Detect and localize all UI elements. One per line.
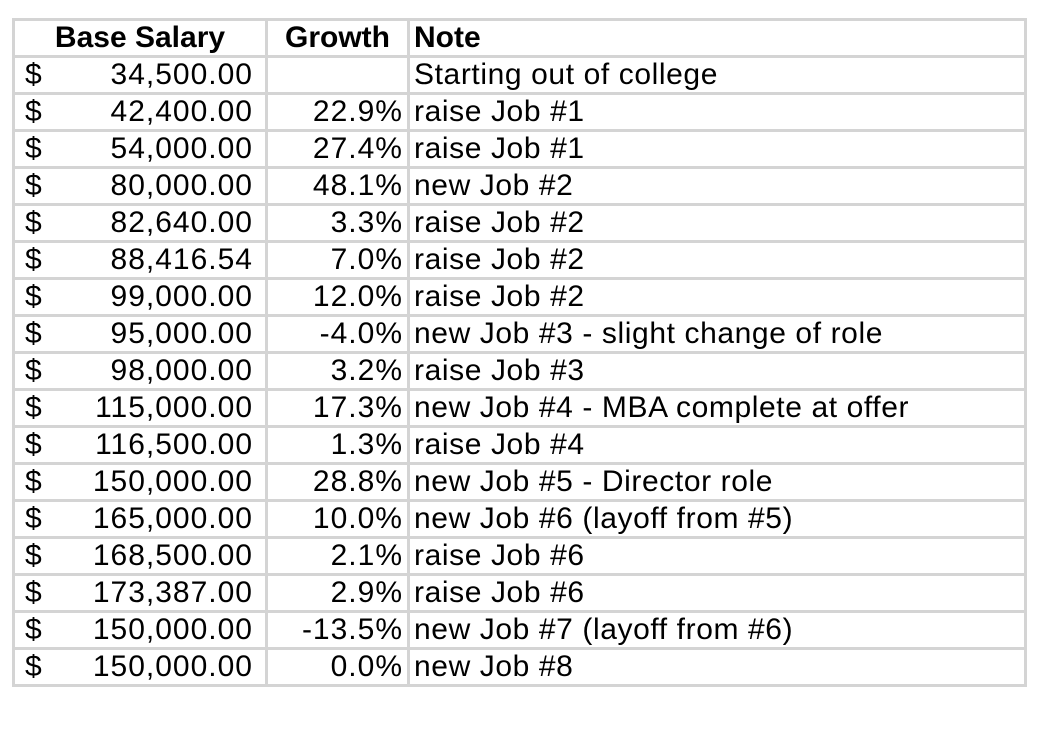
currency-symbol: $ bbox=[25, 613, 42, 646]
currency-symbol: $ bbox=[25, 465, 42, 498]
table-row bbox=[14, 279, 1026, 316]
salary-cell[interactable] bbox=[14, 316, 267, 353]
note-cell[interactable]: raise Job #6 bbox=[409, 538, 1026, 575]
salary-cell[interactable] bbox=[14, 131, 267, 168]
note-cell[interactable]: raise Job #4 bbox=[409, 427, 1026, 464]
salary-amount: 88,416.54 bbox=[110, 243, 253, 276]
table-row bbox=[14, 316, 1026, 353]
salary-cell[interactable] bbox=[14, 168, 267, 205]
salary-amount: 95,000.00 bbox=[110, 317, 253, 350]
note-cell[interactable]: new Job #3 - slight change of role bbox=[409, 316, 1026, 353]
growth-cell[interactable]: 28.8% bbox=[267, 464, 409, 501]
salary-cell[interactable] bbox=[14, 353, 267, 390]
growth-cell[interactable]: 3.3% bbox=[267, 205, 409, 242]
growth-cell[interactable]: 12.0% bbox=[267, 279, 409, 316]
header-row bbox=[14, 20, 1026, 57]
table-row bbox=[14, 427, 1026, 464]
note-cell[interactable]: raise Job #2 bbox=[409, 242, 1026, 279]
salary-cell[interactable] bbox=[14, 649, 267, 686]
currency-symbol: $ bbox=[25, 391, 42, 424]
note-cell[interactable]: new Job #5 - Director role bbox=[409, 464, 1026, 501]
note-cell[interactable]: new Job #7 (layoff from #6) bbox=[409, 612, 1026, 649]
salary-table bbox=[12, 18, 1027, 687]
salary-cell[interactable] bbox=[14, 538, 267, 575]
salary-amount: 165,000.00 bbox=[92, 502, 253, 535]
salary-amount: 42,400.00 bbox=[110, 95, 253, 128]
salary-amount: 54,000.00 bbox=[110, 132, 253, 165]
currency-symbol: $ bbox=[25, 243, 42, 276]
table-row bbox=[14, 501, 1026, 538]
salary-amount: 99,000.00 bbox=[110, 280, 253, 313]
note-cell[interactable]: raise Job #3 bbox=[409, 353, 1026, 390]
header-note[interactable]: Note bbox=[409, 20, 1026, 57]
salary-cell[interactable] bbox=[14, 612, 267, 649]
currency-symbol: $ bbox=[25, 95, 42, 128]
growth-cell[interactable]: 22.9% bbox=[267, 94, 409, 131]
growth-cell[interactable]: 1.3% bbox=[267, 427, 409, 464]
note-cell[interactable]: new Job #2 bbox=[409, 168, 1026, 205]
salary-cell[interactable] bbox=[14, 464, 267, 501]
table-row bbox=[14, 168, 1026, 205]
currency-symbol: $ bbox=[25, 576, 42, 609]
header-growth[interactable]: Growth bbox=[267, 20, 409, 57]
table-row bbox=[14, 612, 1026, 649]
salary-cell[interactable] bbox=[14, 94, 267, 131]
salary-cell[interactable] bbox=[14, 427, 267, 464]
note-cell[interactable]: new Job #8 bbox=[409, 649, 1026, 686]
currency-symbol: $ bbox=[25, 354, 42, 387]
note-cell[interactable]: raise Job #6 bbox=[409, 575, 1026, 612]
salary-amount: 80,000.00 bbox=[110, 169, 253, 202]
salary-cell[interactable] bbox=[14, 390, 267, 427]
table-row bbox=[14, 538, 1026, 575]
header-base-salary[interactable]: Base Salary bbox=[14, 20, 267, 57]
growth-cell[interactable]: 7.0% bbox=[267, 242, 409, 279]
note-cell[interactable]: raise Job #2 bbox=[409, 205, 1026, 242]
salary-amount: 173,387.00 bbox=[92, 576, 253, 609]
salary-amount: 150,000.00 bbox=[92, 650, 253, 683]
note-cell[interactable]: raise Job #1 bbox=[409, 94, 1026, 131]
growth-cell[interactable]: -13.5% bbox=[267, 612, 409, 649]
currency-symbol: $ bbox=[25, 502, 42, 535]
table-row bbox=[14, 353, 1026, 390]
growth-cell[interactable]: 10.0% bbox=[267, 501, 409, 538]
salary-amount: 34,500.00 bbox=[110, 58, 253, 91]
table-row bbox=[14, 57, 1026, 94]
currency-symbol: $ bbox=[25, 206, 42, 239]
note-cell[interactable]: Starting out of college bbox=[409, 57, 1026, 94]
salary-amount: 116,500.00 bbox=[95, 428, 253, 461]
salary-cell[interactable] bbox=[14, 57, 267, 94]
growth-cell[interactable]: 17.3% bbox=[267, 390, 409, 427]
table-row bbox=[14, 205, 1026, 242]
currency-symbol: $ bbox=[25, 650, 42, 683]
table-row bbox=[14, 649, 1026, 686]
currency-symbol: $ bbox=[25, 539, 42, 572]
table-row bbox=[14, 575, 1026, 612]
table-row bbox=[14, 94, 1026, 131]
note-cell[interactable]: new Job #4 - MBA complete at offer bbox=[409, 390, 1026, 427]
currency-symbol: $ bbox=[25, 317, 42, 350]
currency-symbol: $ bbox=[25, 58, 42, 91]
currency-symbol: $ bbox=[25, 132, 42, 165]
salary-amount: 150,000.00 bbox=[92, 465, 253, 498]
salary-amount: 82,640.00 bbox=[110, 206, 253, 239]
salary-cell[interactable] bbox=[14, 205, 267, 242]
salary-amount: 150,000.00 bbox=[92, 613, 253, 646]
salary-cell[interactable] bbox=[14, 279, 267, 316]
growth-cell[interactable] bbox=[267, 57, 409, 94]
growth-cell[interactable]: -4.0% bbox=[267, 316, 409, 353]
growth-cell[interactable]: 2.1% bbox=[267, 538, 409, 575]
table-row bbox=[14, 464, 1026, 501]
table-row bbox=[14, 242, 1026, 279]
growth-cell[interactable]: 0.0% bbox=[267, 649, 409, 686]
salary-cell[interactable] bbox=[14, 501, 267, 538]
note-cell[interactable]: raise Job #2 bbox=[409, 279, 1026, 316]
currency-symbol: $ bbox=[25, 428, 42, 461]
table-row bbox=[14, 131, 1026, 168]
note-cell[interactable]: raise Job #1 bbox=[409, 131, 1026, 168]
growth-cell[interactable]: 48.1% bbox=[267, 168, 409, 205]
salary-cell[interactable] bbox=[14, 242, 267, 279]
salary-amount: 115,000.00 bbox=[95, 391, 253, 424]
growth-cell[interactable]: 2.9% bbox=[267, 575, 409, 612]
table-row bbox=[14, 390, 1026, 427]
currency-symbol: $ bbox=[25, 169, 42, 202]
salary-amount: 98,000.00 bbox=[110, 354, 253, 387]
salary-amount: 168,500.00 bbox=[92, 539, 253, 572]
currency-symbol: $ bbox=[25, 280, 42, 313]
salary-cell[interactable] bbox=[14, 575, 267, 612]
growth-cell[interactable]: 27.4% bbox=[267, 131, 409, 168]
growth-cell[interactable]: 3.2% bbox=[267, 353, 409, 390]
note-cell[interactable]: new Job #6 (layoff from #5) bbox=[409, 501, 1026, 538]
